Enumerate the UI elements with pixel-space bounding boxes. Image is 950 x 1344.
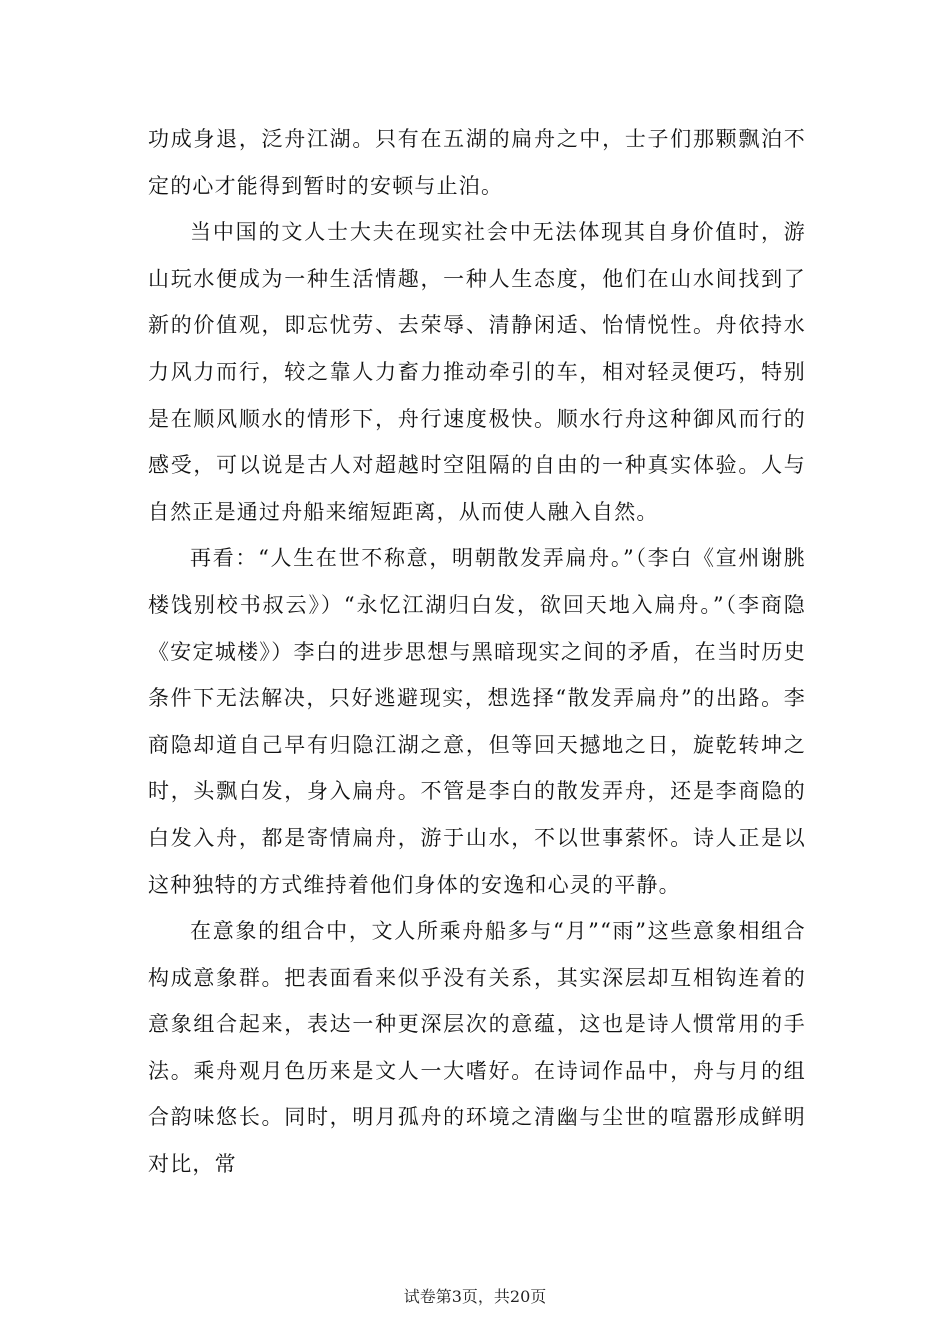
article-body	[148, 116, 806, 1188]
paragraph-1: 功成身退，泛舟江湖。只有在五湖的扁舟之中，士子们那颗飘泊不定的心才能得到暂时的安顿与止泊。	[148, 127, 806, 198]
paragraph-2: 当中国的文人士大夫在现实社会中无法体现其自身价值时，游山玩水便成为一种生活情趣，一种人生态度，他们在山水间找到了新的价值观，即忘忧劳、去荣辱、清静闲适、怡情悦性。舟依持水力风力而行，较之靠人力畜力推动牵引的车，相对轻灵便巧，特别是在顺风顺水的情形下，舟行速度极快。顺水行舟这种御风而行的感受，可以说是古人对超越时空阻隔的自由的一种真实体验。人与自然正是通过舟船来缩短距离，从而使人融入自然。	[148, 220, 806, 524]
paragraph-3: 再看：“人生在世不称意，明朝散发弄扁舟。”（李白《宣州谢朓楼饯别校书叔云》）“永忆江湖归白发，欲回天地入扁舟。”（李商隐《安定城楼》）李白的进步思想与黑暗现实之间的矛盾，在当时历史条件下无法解决，只好逃避现实，想选择“散发弄扁舟”的出路。李商隐却道自己早有归隐江湖之意，但等回天撼地之日，旋乾转坤之时，头飘白发，身入扁舟。不管是李白的散发弄舟，还是李商隐的白发入舟，都是寄情扁舟，游于山水，不以世事萦怀。诗人正是以这种独特的方式维持着他们身体的安逸和心灵的平静。	[148, 546, 806, 897]
page-footer: 试卷第3页，共20页	[403, 1287, 547, 1306]
paragraph-4: 在意象的组合中，文人所乘舟船多与“月”“雨”这些意象相组合构成意象群。把表面看来似乎没有关系，其实深层却互相钩连着的意象组合起来，表达一种更深层次的意蕴，这也是诗人惯常用的手法。乘舟观月色历来是文人一大嗜好。在诗词作品中，舟与月的组合韵味悠长。同时，明月孤舟的环境之清幽与尘世的喧嚣形成鲜明对比，常	[148, 919, 806, 1177]
